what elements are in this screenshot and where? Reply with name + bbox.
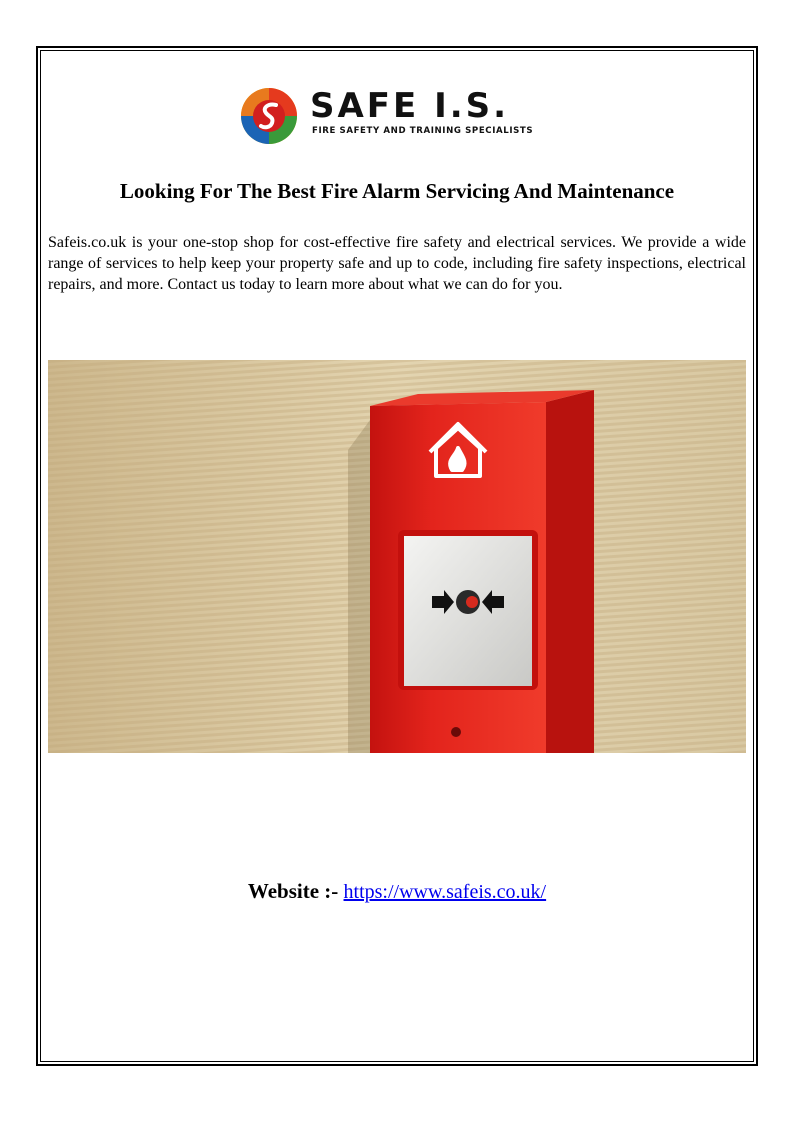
logo-tagline: FIRE SAFETY AND TRAINING SPECIALISTS [312, 126, 534, 136]
intro-paragraph: Safeis.co.uk is your one-stop shop for cost-effective fire safety and electrical services. We provide a wide range of services to help keep your property safe and up to code, including fire safety inspections, electrical repairs, and more. Contact us today to learn more about what we can do for you. [48, 234, 746, 293]
website-line [48, 876, 746, 907]
logo-brand-name: SAFE I.S. [310, 86, 510, 126]
fire-alarm-photo [48, 360, 746, 753]
flame-shield-logo-icon [238, 86, 300, 146]
page-title: Looking For The Best Fire Alarm Servicing And Maintenance [119, 179, 675, 203]
website-label: Website :- [247, 879, 339, 903]
website-link[interactable]: https://www.safeis.co.uk/ [343, 881, 547, 903]
safe-is-logo [238, 86, 568, 146]
